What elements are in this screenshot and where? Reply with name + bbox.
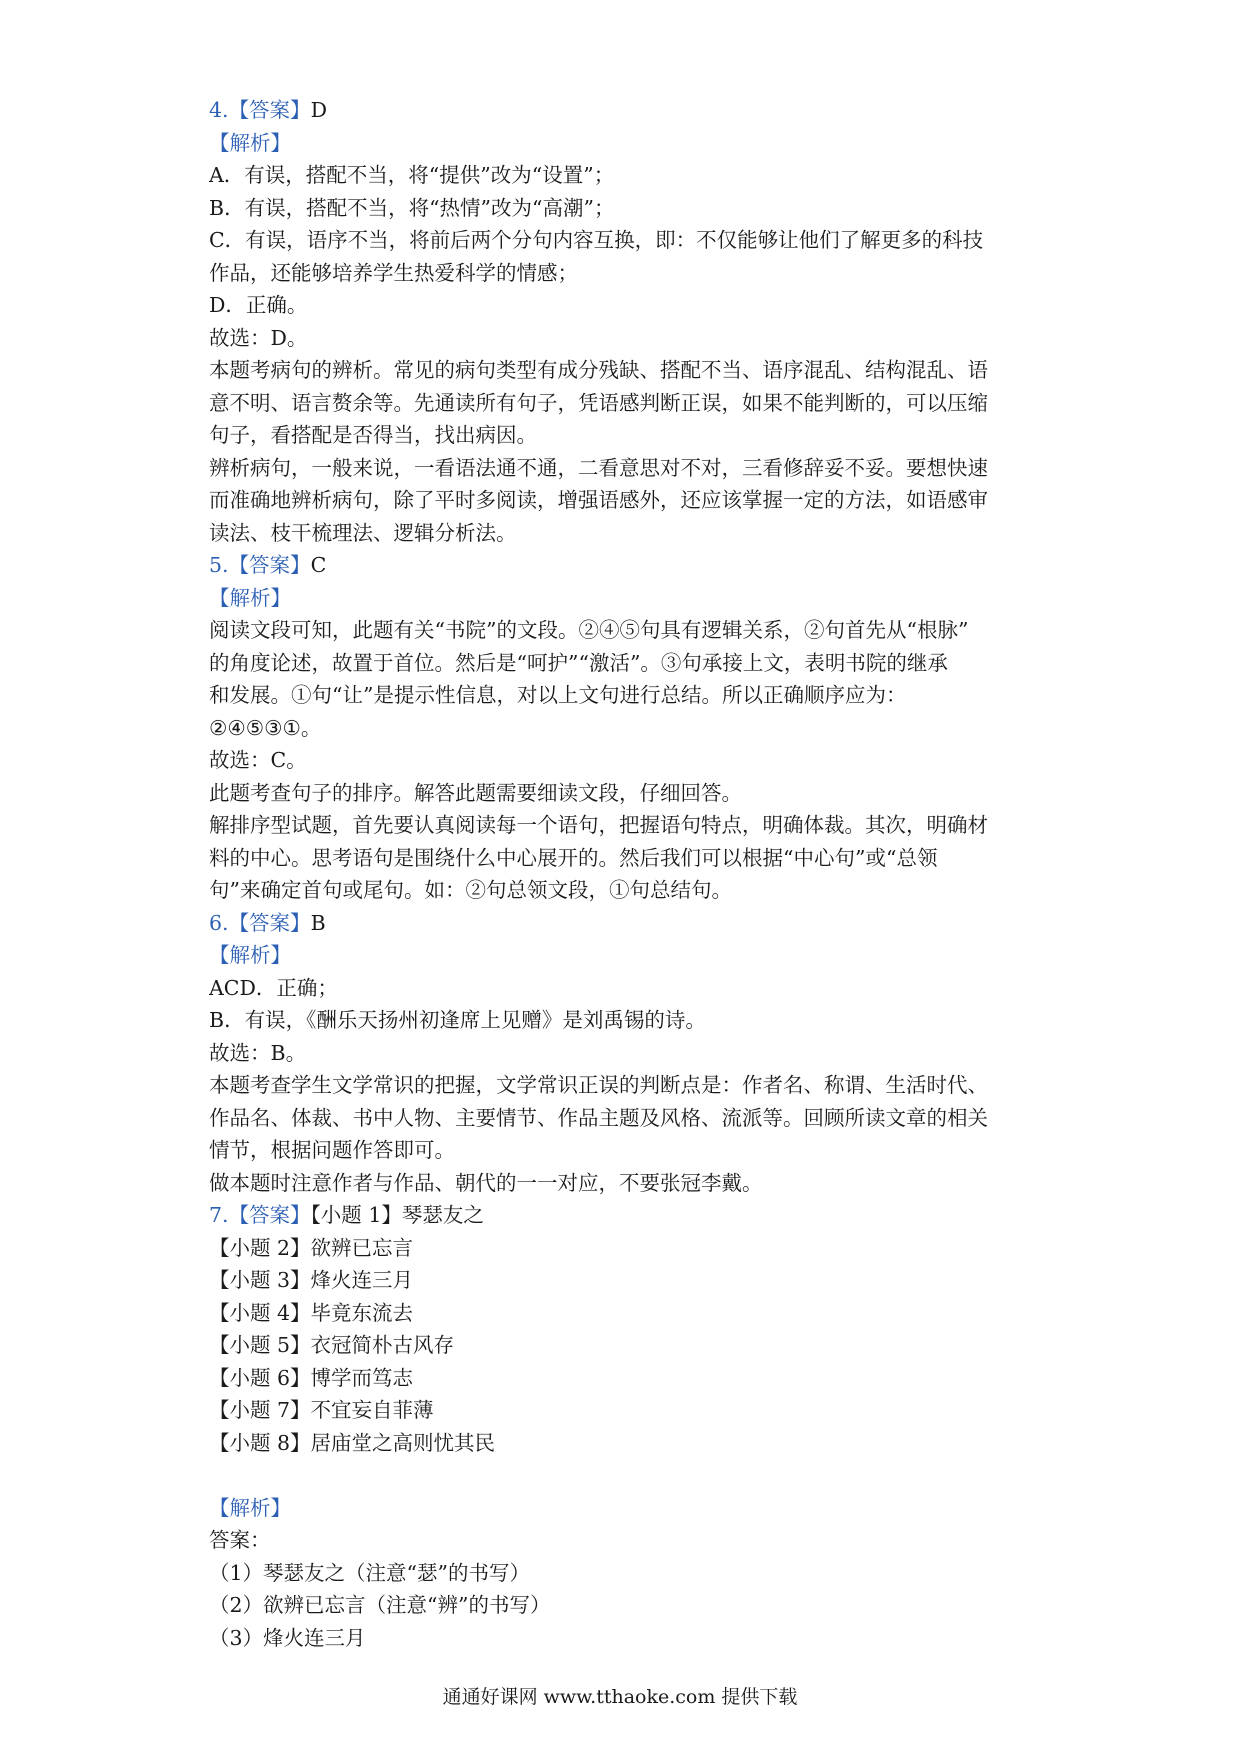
- text-line: 料的中心。思考语句是围绕什么中心展开的。然后我们可以根据“中心句”或“总领: [209, 845, 938, 870]
- text-line: D．正确。: [209, 293, 308, 317]
- text-line: C．有误，语序不当，将前后两个分句内容互换，即：不仅能够让他们了解更多的科技: [209, 228, 984, 252]
- text-line: 读法、枝干梳理法、逻辑分析法。: [209, 520, 517, 545]
- q5-answer: C: [310, 553, 327, 577]
- text-line: 情节，根据问题作答即可。: [209, 1138, 455, 1162]
- text-line: 解排序型试题，首先要认真阅读每一个语句，把握语句特点，明确体裁。其次，明确材: [209, 813, 988, 837]
- text-line: 作品，还能够培养学生热爱科学的情感；: [209, 260, 578, 285]
- q7-sub-answer: 【小题 8】居庙堂之高则忧其民: [209, 1430, 496, 1455]
- q6-answer-tag: 【答案】: [228, 910, 311, 935]
- q5-answer-line: [209, 549, 1045, 582]
- q5-number: 5.: [209, 553, 229, 577]
- text-line: 答案：: [209, 1528, 271, 1552]
- q7-sub-answer: 【小题 3】烽火连三月: [209, 1268, 414, 1292]
- text-line: 意不明、语言赘余等。先通读所有句子，凭语感判断正误，如果不能判断的，可以压缩: [209, 390, 988, 415]
- text-line: 本题考病句的辨析。常见的病句类型有成分残缺、搭配不当、语序混乱、结构混乱、语: [209, 358, 988, 382]
- blank-line: [209, 1459, 1045, 1492]
- text-line: ②④⑤③①。: [209, 715, 322, 740]
- text-line: （1）琴瑟友之（注意“瑟”的书写）: [209, 1560, 531, 1585]
- text-line: B．有误，搭配不当，将“热情”改为“高潮”；: [209, 195, 615, 220]
- answer-document: [209, 94, 1045, 1654]
- q7-sub-answer: 【小题 5】衣冠简朴古风存: [209, 1333, 455, 1357]
- q7-sub-answer: 【小题 2】欲辨已忘言: [209, 1235, 414, 1260]
- text-line: 和发展。①句“让”是提示性信息，对以上文句进行总结。所以正确顺序应为：: [209, 683, 907, 707]
- page-footer: 通通好课网 www.tthaoke.com 提供下载: [442, 1686, 798, 1708]
- text-line: 作品名、体裁、书中人物、主要情节、作品主题及风格、流派等。回顾所读文章的相关: [209, 1105, 988, 1130]
- q7-sub-answer: 【小题 6】博学而笃志: [209, 1365, 414, 1390]
- q7-analysis-tag: 【解析】: [209, 1495, 291, 1520]
- text-line: ACD．正确；: [209, 975, 338, 1000]
- q4-answer-tag: 【答案】: [228, 98, 311, 122]
- q4-number: 4.: [209, 98, 229, 122]
- text-line: 句”来确定首句或尾句。如：②句总领文段，①句总结句。: [209, 878, 732, 902]
- q4-analysis-tag: 【解析】: [209, 130, 291, 155]
- q6-analysis-tag: 【解析】: [209, 943, 291, 967]
- text-line: 而准确地辨析病句，除了平时多阅读，增强语感外，还应该掌握一定的方法，如语感审: [209, 488, 988, 512]
- q5-analysis-tag: 【解析】: [209, 585, 291, 610]
- q4-answer: D: [310, 98, 327, 122]
- text-line: 故选：D。: [209, 325, 308, 350]
- text-line: 本题考查学生文学常识的把握，文学常识正误的判断点是：作者名、称谓、生活时代、: [209, 1073, 988, 1097]
- q7-answer-line: [209, 1199, 1045, 1232]
- q5-answer-tag: 【答案】: [228, 553, 311, 577]
- text-line: （3）烽火连三月: [209, 1625, 366, 1650]
- q7-sub-answer: 【小题 7】不宜妄自菲薄: [209, 1398, 434, 1422]
- text-line: 故选：C。: [209, 748, 307, 772]
- q7-sub-answer: 【小题 1】琴瑟友之: [310, 1203, 484, 1227]
- text-line: 句子，看搭配是否得当，找出病因。: [209, 423, 537, 447]
- text-line: B．有误，《酬乐天扬州初逢席上见赠》是刘禹锡的诗。: [209, 1008, 706, 1032]
- q7-sub-answer: 【小题 4】毕竟东流去: [209, 1300, 414, 1325]
- text-line: A．有误，搭配不当，将“提供”改为“设置”；: [209, 163, 615, 187]
- q4-answer-line: [209, 94, 1045, 127]
- q6-answer-line: [209, 907, 1045, 940]
- text-line: 的角度论述，故置于首位。然后是“呵护”“激活”。③句承接上文，表明书院的继承: [209, 650, 948, 675]
- text-line: 辨析病句，一般来说，一看语法通不通，二看意思对不对，三看修辞妥不妥。要想快速: [209, 455, 988, 480]
- text-line: 此题考查句子的排序。解答此题需要细读文段，仔细回答。: [209, 780, 742, 805]
- text-line: 故选：B。: [209, 1040, 307, 1065]
- text-line: （2）欲辨已忘言（注意“辨”的书写）: [209, 1593, 551, 1617]
- q6-answer: B: [310, 910, 326, 935]
- text-line: 做本题时注意作者与作品、朝代的一一对应，不要张冠李戴。: [209, 1170, 763, 1195]
- q7-answer-tag: 【答案】: [228, 1203, 311, 1227]
- text-line: 阅读文段可知，此题有关“书院”的文段。②④⑤句具有逻辑关系，②句首先从“根脉”: [209, 618, 969, 642]
- q6-number: 6.: [209, 910, 229, 935]
- q7-number: 7.: [209, 1203, 229, 1227]
